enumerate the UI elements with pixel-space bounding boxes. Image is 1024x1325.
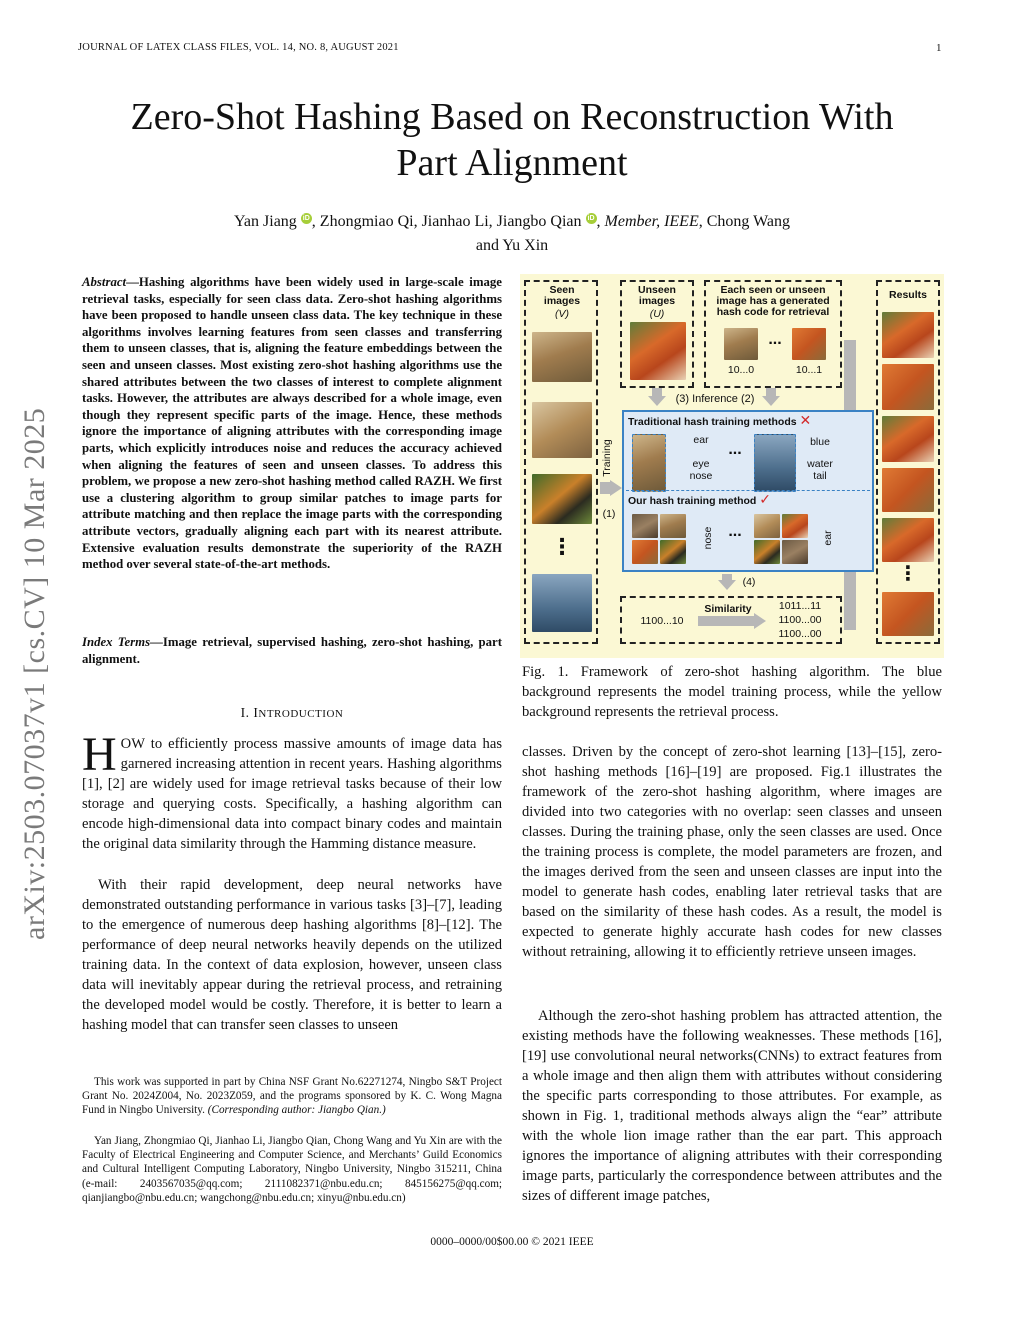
index-terms-text: —Image retrieval, supervised hashing, zero-shot hashing, part alignment. bbox=[82, 635, 502, 666]
our-patch-5 bbox=[754, 514, 780, 538]
seen-images-label: Seen images bbox=[543, 284, 581, 307]
trad-dots: ... bbox=[728, 441, 742, 458]
result-dots: ⋮ bbox=[898, 563, 918, 585]
result-image-1 bbox=[882, 312, 934, 358]
figure-caption: Fig. 1. Framework of zero-shot hashing algorithm. The blue background represents the model training process, while the yellow background represents the retrieval process. bbox=[522, 664, 942, 720]
abstract bbox=[82, 274, 502, 573]
attr-water: water bbox=[807, 458, 833, 470]
authors-mid: , Zhongmiao Qi, Jianhao Li, Jiangbo Qian bbox=[311, 213, 582, 230]
our-patch-7 bbox=[754, 540, 780, 564]
seen-symbol: (V) bbox=[555, 308, 569, 320]
our-patch-2 bbox=[660, 514, 686, 538]
result-image-2 bbox=[882, 364, 934, 410]
attr-eye: eye bbox=[692, 458, 710, 470]
intro-paragraph-1: HOW to efficiently process massive amounts of image data has garnered increasing attention in recent years. Hashing algorithms [1], [2] are widely used for image retrieval tasks because of their low storage and querying costs. Specifically, a hashing algorithm can encode high-dimensional data into compact binary codes and maintain the original data similarity through the Hamming distance measure. bbox=[82, 728, 502, 852]
step-4-arrowhead bbox=[718, 580, 736, 590]
author-list: Yan Jiang iD , Zhongmiao Qi, Jianhao Li, Jiangbo Qian iD , Member, IEEE, Chong Wang and Yu Xin bbox=[120, 210, 904, 258]
abstract-text: —Hashing algorithms have been widely used in large-scale image retrieval tasks, especially for seen class data. Zero-shot hashing algorithms have been proposed to handle unseen class data. The key technique in these algorithms involves learning features from seen classes and transferring them to unseen classes, that is, aligning the feature embeddings between the seen and unseen classes. Most existing zero-shot hashing algorithms use the shared attributes between the two classes of interest to complete alignment tasks. However, the attributes are always described for a whole image, even though they represent specific parts of the image. Hence, these methods ignore the importance of aligning attributes with the corresponding image parts, which explicitly introduces noise and reduces the accuracy achieved when aligning the features of seen and unseen classes. To address this problem, we propose a new zero-shot hashing method called RAZH. We first use a clustering algorithm to group similar patches to image parts for attribute matching and then replace the image parts with the corresponding attribute vectors, gradually aligning each part with its nearest attribute. Extensive evaluation results demonstrate the superiority of the RAZH method over several state-of-the-art methods. bbox=[82, 275, 502, 572]
similarity-query-code: 1100...10 bbox=[640, 615, 684, 627]
unseen-images-label: Unseen images bbox=[638, 284, 676, 307]
section-heading: I. INTRODUCTION bbox=[240, 705, 344, 720]
intro-paragraph-4: Although the zero-shot hashing problem has attracted attention, the existing methods have the following weaknesses. These methods [16], [19] use convolutional neural networks(CNNs) to extract features from a whole image and then align them with attributes without considering the specific parts corresponding to those attributes. For example, as shown in Fig. 1, traditional methods always align the “ear” attribute with the whole lion image rather than the ear part. This approach ignores the importance of aligning attributes with their corresponding image parts, particularly the correspondence between attributes and the sizes of different image patches, bbox=[522, 1008, 942, 1204]
panel-divider bbox=[626, 490, 870, 491]
step-1-label: (1) bbox=[602, 508, 616, 520]
intro-paragraph-2: With their rapid development, deep neural networks have demonstrated outstanding performance in various tasks [3]–[7], leading to the emergence of numerous deep hashing algorithms [8]–[12]. The performance of deep neural networks heavily depends on the utilized training data. In the context of data explosion, however, unseen class data will inevitably appear during the retrieval process, and retraining the developed model would be costly. Therefore, it is better to learn a hashing model that can transfer seen classes to unseen bbox=[82, 877, 502, 1033]
authors-line-2: and Yu Xin bbox=[475, 237, 549, 254]
running-header: JOURNAL OF LATEX CLASS FILES, VOL. 14, NO. 8, AUGUST 2021 bbox=[78, 42, 399, 53]
hash-code-a: 10...0 bbox=[727, 364, 755, 376]
similarity-result-2: 1100...00 bbox=[778, 614, 822, 626]
paper-title bbox=[60, 94, 964, 186]
title-line-2: Part Alignment bbox=[396, 142, 628, 184]
attr-nose: nose bbox=[689, 470, 713, 482]
similarity-label: Similarity bbox=[704, 603, 752, 615]
part-ear: ear bbox=[822, 530, 834, 546]
our-patch-4 bbox=[660, 540, 686, 564]
orcid-icon[interactable]: iD bbox=[302, 214, 310, 222]
index-terms bbox=[82, 634, 502, 667]
hash-image-lion bbox=[724, 328, 758, 360]
abstract-label: Abstract bbox=[82, 275, 127, 289]
attr-blue: blue bbox=[810, 436, 830, 448]
seen-image-lion bbox=[532, 332, 592, 382]
copyright-footer: 0000–0000/00$00.00 © 2021 IEEE bbox=[430, 1236, 594, 1248]
step-4-label: (4) bbox=[742, 576, 756, 588]
figure-1 bbox=[520, 274, 944, 658]
our-patch-3 bbox=[632, 540, 658, 564]
our-patch-6 bbox=[782, 514, 808, 538]
our-patch-8 bbox=[782, 540, 808, 564]
hash-code-label: Each seen or unseen image has a generated hash code for retrieval bbox=[716, 284, 830, 318]
funding-footnote: This work was supported in part by China NSF Grant No.62271274, Ningbo S&T Project Grant No. 2024Z004, No. 2023Z059, and the programs sponsored by K. C. Wong Magna Fund in Ningbo University. (Corresponding author: Jiangbo Qian.) bbox=[82, 1076, 502, 1117]
page-number: 1 bbox=[936, 42, 942, 54]
trad-image-lion bbox=[632, 434, 666, 492]
title-line-1: Zero-Shot Hashing Based on Reconstruction With bbox=[130, 96, 894, 138]
similarity-result-1: 1011...11 bbox=[778, 600, 822, 612]
affiliation-footnote: Yan Jiang, Zhongmiao Qi, Jianhao Li, Jiangbo Qian, Chong Wang and Yu Xin are with the Faculty of Electrical Engineering and Computer Science, and Merchants’ Guild Economics and Cultural Intelligent Computing Laboratory, Ningbo University, Ningbo 315211, China (e-mail: 2403567035@qq.com; 2111082371@nbu.edu.cn; 845156275@qq.com; qianjiangbo@nbu.edu.cn; wangchong@nbu.edu.cn; xinyu@nbu.edu.cn) bbox=[82, 1135, 502, 1204]
attr-tail: tail bbox=[813, 470, 827, 482]
seen-image-lion-2 bbox=[532, 402, 592, 458]
check-icon: ✓ bbox=[759, 491, 771, 507]
hash-code-b: 10...1 bbox=[795, 364, 823, 376]
hash-dots: ... bbox=[768, 331, 782, 348]
hash-image-fox bbox=[792, 328, 826, 360]
similarity-arrow bbox=[698, 616, 754, 626]
part-nose: nose bbox=[702, 526, 714, 550]
similarity-arrowhead bbox=[754, 613, 766, 629]
similarity-result-3: 1100...00 bbox=[778, 628, 822, 640]
inference-label: (3) Inference (2) bbox=[675, 393, 755, 405]
seen-image-tiger bbox=[532, 474, 592, 524]
traditional-methods-label: Traditional hash training methods ✕ bbox=[628, 412, 812, 428]
results-label: Results bbox=[889, 289, 927, 301]
attr-ear: ear bbox=[693, 434, 709, 446]
orcid-icon[interactable]: iD bbox=[587, 214, 595, 222]
member-label: Member, IEEE bbox=[604, 213, 699, 230]
cross-icon: ✕ bbox=[799, 412, 812, 428]
result-image-4 bbox=[882, 468, 934, 512]
seen-image-whale bbox=[532, 574, 592, 632]
trad-image-whale bbox=[754, 434, 796, 492]
our-method-label: Our hash training method ✓ bbox=[628, 491, 771, 507]
result-image-3 bbox=[882, 416, 934, 462]
intro-paragraph-3: classes. Driven by the concept of zero-shot learning [13]–[15], zero-shot hashing methods [16]–[19] are proposed. Fig.1 illustrates the framework of the zero-shot hashing algorithm, where images are divided into two categories with no overlap: seen classes and unseen classes. During the training phase, only the seen classes are used. Once the training process is complete, the model parameters are frozen, and the images derived from the seen and unseen classes are input into the model to generate hash codes, enabling later retrieval tasks that are based on the similarity of these hash codes. As a result, the model is expected to generate highly accurate hash codes for new classes without retraining, allowing it to efficiently retrieve unseen images. bbox=[522, 744, 942, 960]
arxiv-stamp: arXiv:2503.07037v1 [cs.CV] 10 Mar 2025 bbox=[18, 407, 51, 940]
dropcap: H bbox=[82, 728, 117, 781]
result-image-6 bbox=[882, 592, 934, 636]
training-label: Training bbox=[601, 439, 613, 477]
unseen-symbol: (U) bbox=[649, 308, 665, 320]
result-image-5 bbox=[882, 518, 934, 562]
unseen-image-fox bbox=[630, 322, 686, 380]
index-terms-label: Index Terms bbox=[82, 635, 151, 649]
seen-dots: ⋮ bbox=[551, 534, 573, 559]
our-patch-1 bbox=[632, 514, 658, 538]
author-1: Yan Jiang bbox=[233, 213, 297, 230]
our-dots: ... bbox=[728, 523, 742, 540]
